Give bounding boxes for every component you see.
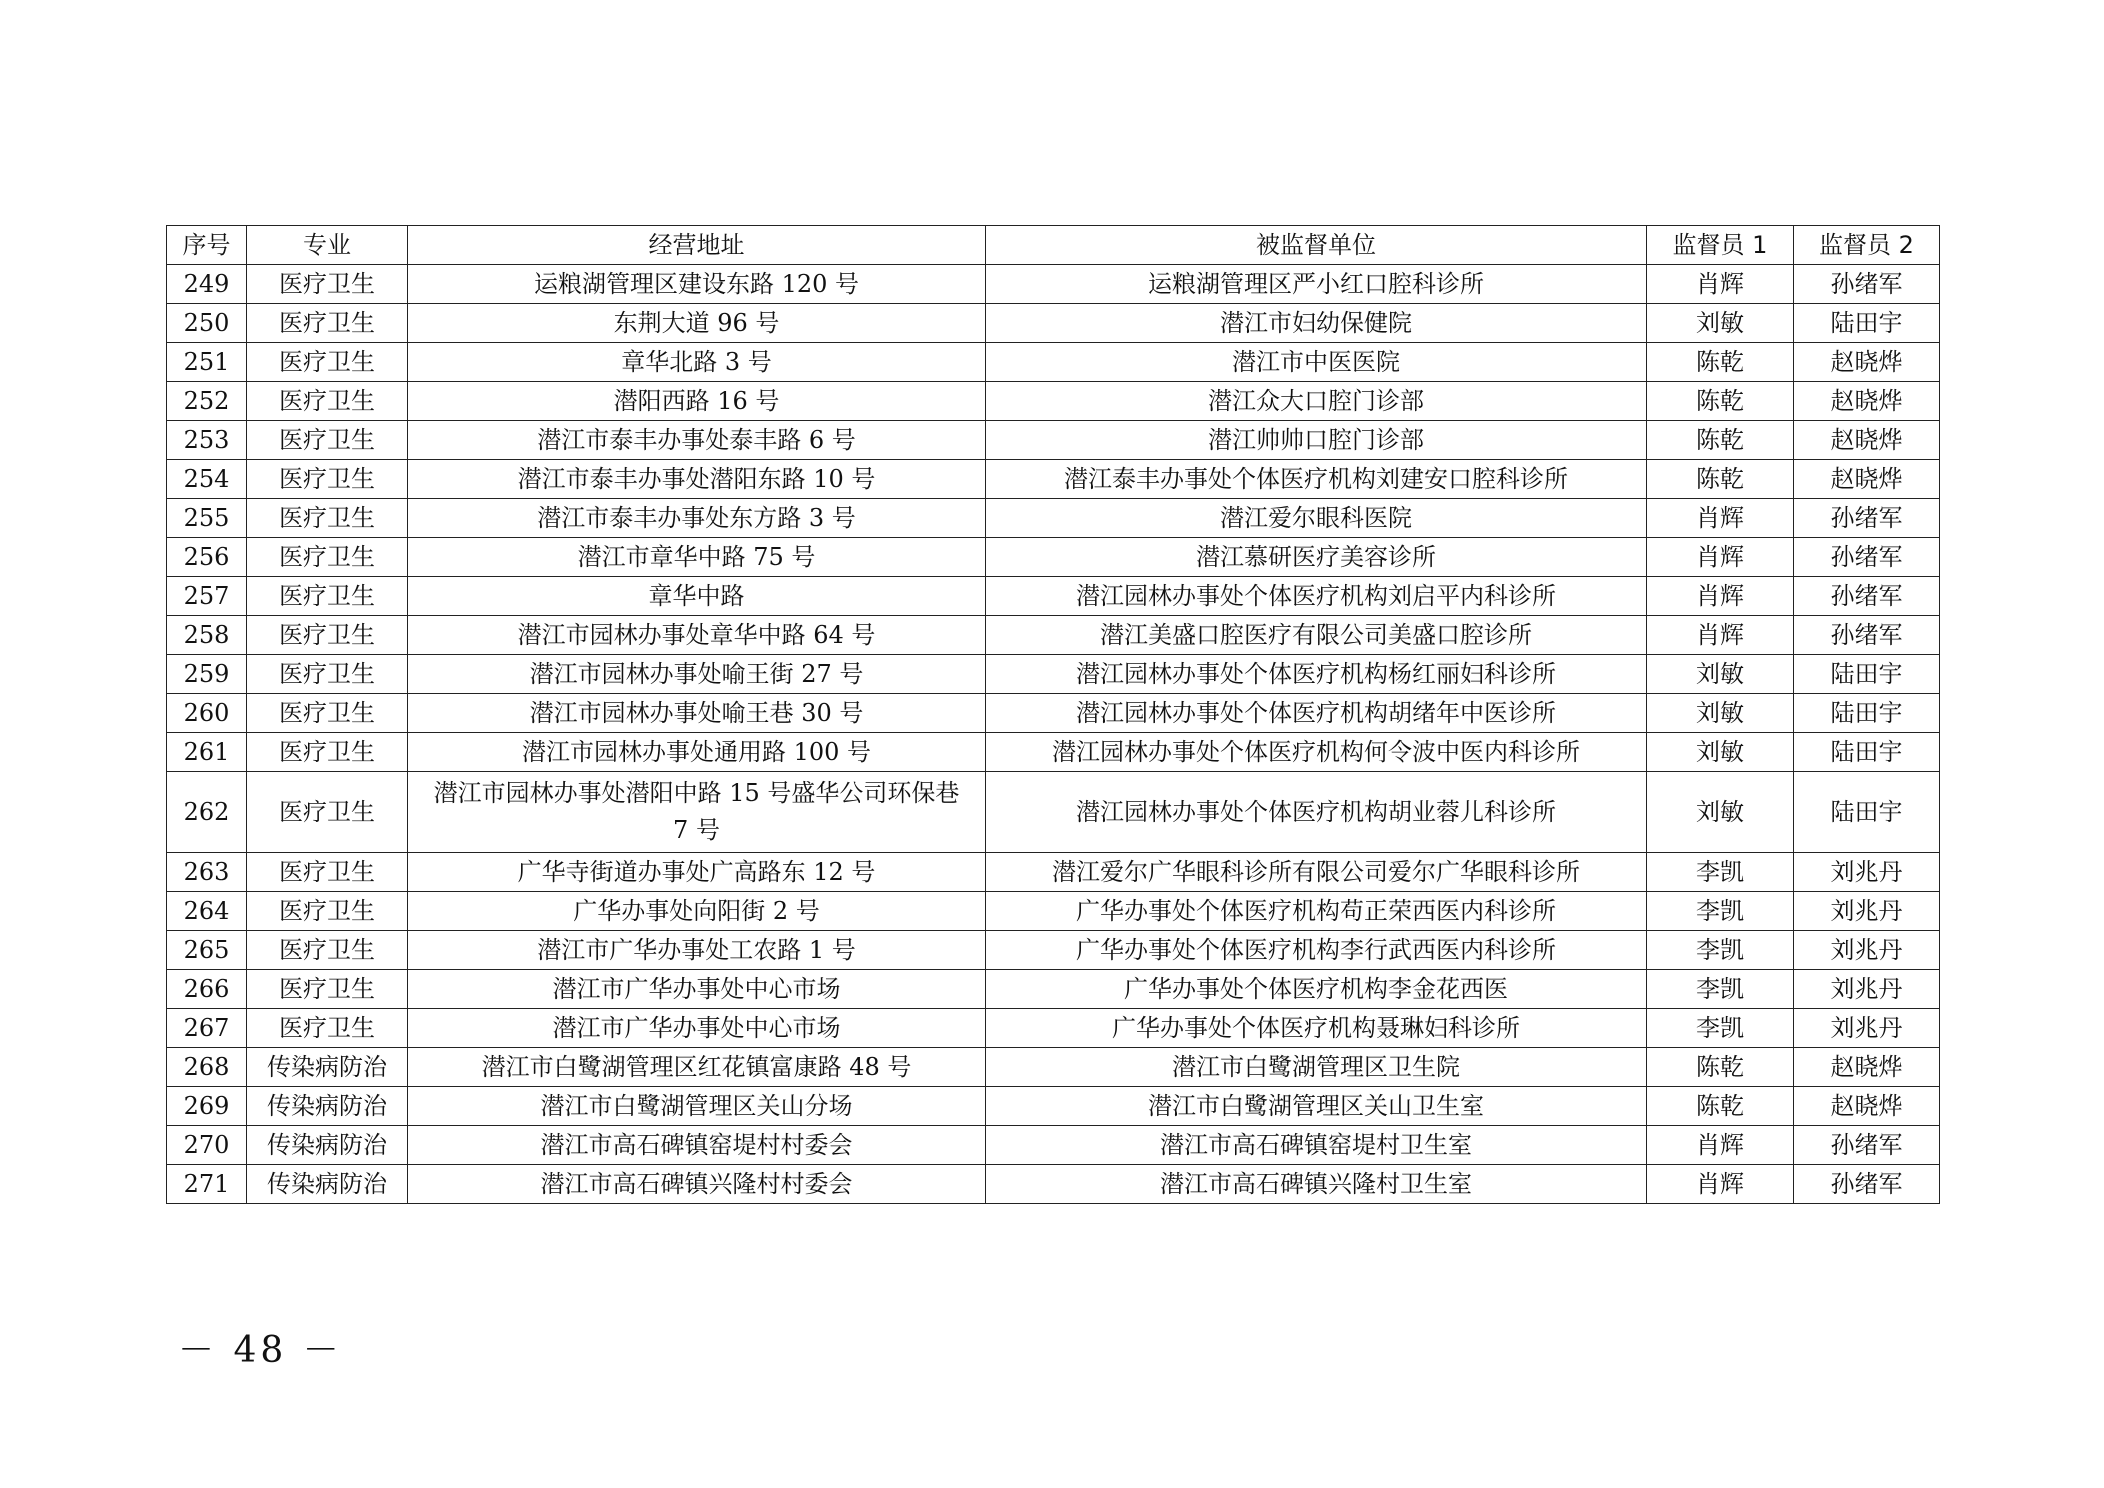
cell-address: 潜江市白鹭湖管理区红花镇富康路 48 号 [408, 1048, 986, 1087]
cell-specialty: 医疗卫生 [247, 382, 408, 421]
table-row [167, 931, 1940, 970]
cell-specialty: 医疗卫生 [247, 1009, 408, 1048]
cell-unit: 潜江园林办事处个体医疗机构胡绪年中医诊所 [986, 694, 1647, 733]
cell-seq: 264 [167, 892, 247, 931]
cell-seq: 249 [167, 265, 247, 304]
cell-seq: 260 [167, 694, 247, 733]
cell-inspector-2: 赵晓烨 [1794, 343, 1940, 382]
cell-inspector-1: 李凯 [1647, 931, 1794, 970]
cell-specialty: 医疗卫生 [247, 892, 408, 931]
cell-specialty: 医疗卫生 [247, 265, 408, 304]
cell-inspector-1: 肖辉 [1647, 499, 1794, 538]
cell-inspector-1: 陈乾 [1647, 1048, 1794, 1087]
cell-seq: 254 [167, 460, 247, 499]
cell-inspector-2: 孙绪军 [1794, 499, 1940, 538]
cell-seq: 256 [167, 538, 247, 577]
cell-unit: 广华办事处个体医疗机构聂琳妇科诊所 [986, 1009, 1647, 1048]
table-row [167, 499, 1940, 538]
table-row [167, 694, 1940, 733]
cell-unit: 潜江市高石碑镇兴隆村卫生室 [986, 1165, 1647, 1204]
cell-inspector-2: 陆田宇 [1794, 733, 1940, 772]
cell-specialty: 医疗卫生 [247, 853, 408, 892]
table-row [167, 616, 1940, 655]
cell-seq: 265 [167, 931, 247, 970]
cell-seq: 250 [167, 304, 247, 343]
cell-address: 潜江市广华办事处工农路 1 号 [408, 931, 986, 970]
cell-seq: 266 [167, 970, 247, 1009]
cell-inspector-1: 陈乾 [1647, 460, 1794, 499]
cell-inspector-2: 陆田宇 [1794, 772, 1940, 853]
cell-inspector-1: 肖辉 [1647, 616, 1794, 655]
table-row [167, 538, 1940, 577]
cell-inspector-1: 陈乾 [1647, 1087, 1794, 1126]
cell-inspector-2: 刘兆丹 [1794, 970, 1940, 1009]
cell-seq: 261 [167, 733, 247, 772]
cell-inspector-2: 刘兆丹 [1794, 1009, 1940, 1048]
table-row [167, 892, 1940, 931]
cell-unit: 潜江市中医医院 [986, 343, 1647, 382]
cell-inspector-2: 孙绪军 [1794, 1126, 1940, 1165]
cell-unit: 潜江市妇幼保健院 [986, 304, 1647, 343]
cell-specialty: 医疗卫生 [247, 460, 408, 499]
cell-address: 潜江市广华办事处中心市场 [408, 970, 986, 1009]
header-seq: 序号 [167, 226, 247, 265]
table-row [167, 655, 1940, 694]
cell-inspector-2: 赵晓烨 [1794, 1087, 1940, 1126]
table-row [167, 421, 1940, 460]
cell-specialty: 医疗卫生 [247, 499, 408, 538]
cell-seq: 255 [167, 499, 247, 538]
cell-inspector-1: 陈乾 [1647, 343, 1794, 382]
cell-seq: 259 [167, 655, 247, 694]
cell-inspector-2: 刘兆丹 [1794, 853, 1940, 892]
cell-inspector-1: 刘敏 [1647, 304, 1794, 343]
cell-unit: 潜江园林办事处个体医疗机构胡业蓉儿科诊所 [986, 772, 1647, 853]
cell-specialty: 医疗卫生 [247, 304, 408, 343]
cell-address: 运粮湖管理区建设东路 120 号 [408, 265, 986, 304]
cell-specialty: 医疗卫生 [247, 694, 408, 733]
cell-specialty: 医疗卫生 [247, 931, 408, 970]
cell-unit: 潜江园林办事处个体医疗机构何令波中医内科诊所 [986, 733, 1647, 772]
header-inspector-2: 监督员 2 [1794, 226, 1940, 265]
table-row [167, 1009, 1940, 1048]
table-row [167, 1165, 1940, 1204]
cell-inspector-1: 肖辉 [1647, 265, 1794, 304]
table-row [167, 304, 1940, 343]
cell-unit: 广华办事处个体医疗机构苟正荣西医内科诊所 [986, 892, 1647, 931]
cell-inspector-1: 刘敏 [1647, 655, 1794, 694]
cell-specialty: 传染病防治 [247, 1126, 408, 1165]
table-body [167, 265, 1940, 1204]
cell-seq: 251 [167, 343, 247, 382]
cell-specialty: 医疗卫生 [247, 772, 408, 853]
cell-seq: 271 [167, 1165, 247, 1204]
cell-specialty: 传染病防治 [247, 1048, 408, 1087]
table-row [167, 733, 1940, 772]
cell-inspector-2: 赵晓烨 [1794, 1048, 1940, 1087]
table-row [167, 460, 1940, 499]
cell-specialty: 医疗卫生 [247, 970, 408, 1009]
cell-address: 潜江市白鹭湖管理区关山分场 [408, 1087, 986, 1126]
header-unit: 被监督单位 [986, 226, 1647, 265]
cell-specialty: 医疗卫生 [247, 733, 408, 772]
cell-address: 章华中路 [408, 577, 986, 616]
cell-unit: 潜江美盛口腔医疗有限公司美盛口腔诊所 [986, 616, 1647, 655]
cell-seq: 268 [167, 1048, 247, 1087]
cell-inspector-2: 赵晓烨 [1794, 421, 1940, 460]
cell-inspector-1: 肖辉 [1647, 538, 1794, 577]
cell-inspector-2: 陆田宇 [1794, 655, 1940, 694]
cell-address: 潜江市泰丰办事处东方路 3 号 [408, 499, 986, 538]
cell-address: 潜江市泰丰办事处泰丰路 6 号 [408, 421, 986, 460]
cell-seq: 269 [167, 1087, 247, 1126]
cell-address: 潜阳西路 16 号 [408, 382, 986, 421]
cell-inspector-2: 赵晓烨 [1794, 460, 1940, 499]
cell-inspector-1: 刘敏 [1647, 733, 1794, 772]
table-row [167, 1087, 1940, 1126]
cell-inspector-1: 李凯 [1647, 970, 1794, 1009]
cell-unit: 潜江爱尔广华眼科诊所有限公司爱尔广华眼科诊所 [986, 853, 1647, 892]
cell-unit: 广华办事处个体医疗机构李行武西医内科诊所 [986, 931, 1647, 970]
cell-specialty: 医疗卫生 [247, 616, 408, 655]
table-row [167, 970, 1940, 1009]
cell-inspector-1: 李凯 [1647, 1009, 1794, 1048]
cell-inspector-1: 李凯 [1647, 853, 1794, 892]
table-row [167, 1126, 1940, 1165]
cell-unit: 潜江爱尔眼科医院 [986, 499, 1647, 538]
supervision-table [166, 225, 1940, 1204]
cell-inspector-2: 孙绪军 [1794, 1165, 1940, 1204]
cell-inspector-2: 刘兆丹 [1794, 892, 1940, 931]
header-specialty: 专业 [247, 226, 408, 265]
cell-unit: 运粮湖管理区严小红口腔科诊所 [986, 265, 1647, 304]
cell-address: 潜江市园林办事处潜阳中路 15 号盛华公司环保巷 7 号 [408, 772, 986, 853]
cell-address: 潜江市章华中路 75 号 [408, 538, 986, 577]
cell-inspector-2: 刘兆丹 [1794, 931, 1940, 970]
header-address: 经营地址 [408, 226, 986, 265]
cell-specialty: 医疗卫生 [247, 577, 408, 616]
supervision-table-container [166, 225, 1939, 1204]
cell-address: 潜江市园林办事处通用路 100 号 [408, 733, 986, 772]
cell-unit: 潜江园林办事处个体医疗机构杨红丽妇科诊所 [986, 655, 1647, 694]
cell-specialty: 医疗卫生 [247, 538, 408, 577]
cell-inspector-2: 孙绪军 [1794, 538, 1940, 577]
cell-inspector-1: 李凯 [1647, 892, 1794, 931]
cell-unit: 潜江泰丰办事处个体医疗机构刘建安口腔科诊所 [986, 460, 1647, 499]
cell-unit: 潜江园林办事处个体医疗机构刘启平内科诊所 [986, 577, 1647, 616]
cell-unit: 潜江市高石碑镇窑堤村卫生室 [986, 1126, 1647, 1165]
cell-inspector-2: 孙绪军 [1794, 616, 1940, 655]
table-row [167, 853, 1940, 892]
cell-unit: 潜江众大口腔门诊部 [986, 382, 1647, 421]
cell-address: 潜江市广华办事处中心市场 [408, 1009, 986, 1048]
cell-inspector-2: 孙绪军 [1794, 577, 1940, 616]
table-row [167, 577, 1940, 616]
cell-inspector-1: 刘敏 [1647, 772, 1794, 853]
cell-seq: 252 [167, 382, 247, 421]
cell-inspector-2: 陆田宇 [1794, 304, 1940, 343]
cell-address: 广华办事处向阳街 2 号 [408, 892, 986, 931]
cell-seq: 263 [167, 853, 247, 892]
cell-address: 潜江市园林办事处喻王巷 30 号 [408, 694, 986, 733]
cell-inspector-2: 陆田宇 [1794, 694, 1940, 733]
cell-unit: 潜江市白鹭湖管理区卫生院 [986, 1048, 1647, 1087]
cell-specialty: 医疗卫生 [247, 421, 408, 460]
cell-seq: 258 [167, 616, 247, 655]
table-row [167, 343, 1940, 382]
cell-seq: 262 [167, 772, 247, 853]
cell-specialty: 传染病防治 [247, 1165, 408, 1204]
cell-address: 潜江市园林办事处喻王街 27 号 [408, 655, 986, 694]
cell-unit: 潜江慕研医疗美容诊所 [986, 538, 1647, 577]
cell-inspector-1: 肖辉 [1647, 577, 1794, 616]
cell-specialty: 医疗卫生 [247, 655, 408, 694]
cell-inspector-1: 陈乾 [1647, 382, 1794, 421]
cell-address: 章华北路 3 号 [408, 343, 986, 382]
cell-seq: 267 [167, 1009, 247, 1048]
cell-address: 东荆大道 96 号 [408, 304, 986, 343]
page-number: － 48 － [178, 1330, 343, 1371]
cell-inspector-1: 刘敏 [1647, 694, 1794, 733]
table-row [167, 1048, 1940, 1087]
cell-inspector-1: 肖辉 [1647, 1126, 1794, 1165]
cell-address: 广华寺街道办事处广高路东 12 号 [408, 853, 986, 892]
cell-specialty: 传染病防治 [247, 1087, 408, 1126]
cell-unit: 广华办事处个体医疗机构李金花西医 [986, 970, 1647, 1009]
cell-seq: 257 [167, 577, 247, 616]
cell-address: 潜江市高石碑镇窑堤村村委会 [408, 1126, 986, 1165]
cell-seq: 270 [167, 1126, 247, 1165]
cell-inspector-1: 陈乾 [1647, 421, 1794, 460]
table-row [167, 772, 1940, 853]
cell-address: 潜江市园林办事处章华中路 64 号 [408, 616, 986, 655]
header-inspector-1: 监督员 1 [1647, 226, 1794, 265]
table-header-row [167, 226, 1940, 265]
cell-inspector-2: 赵晓烨 [1794, 382, 1940, 421]
cell-unit: 潜江帅帅口腔门诊部 [986, 421, 1647, 460]
cell-unit: 潜江市白鹭湖管理区关山卫生室 [986, 1087, 1647, 1126]
cell-specialty: 医疗卫生 [247, 343, 408, 382]
table-row [167, 265, 1940, 304]
table-row [167, 382, 1940, 421]
cell-inspector-1: 肖辉 [1647, 1165, 1794, 1204]
cell-address: 潜江市泰丰办事处潜阳东路 10 号 [408, 460, 986, 499]
cell-address: 潜江市高石碑镇兴隆村村委会 [408, 1165, 986, 1204]
cell-seq: 253 [167, 421, 247, 460]
cell-inspector-2: 孙绪军 [1794, 265, 1940, 304]
